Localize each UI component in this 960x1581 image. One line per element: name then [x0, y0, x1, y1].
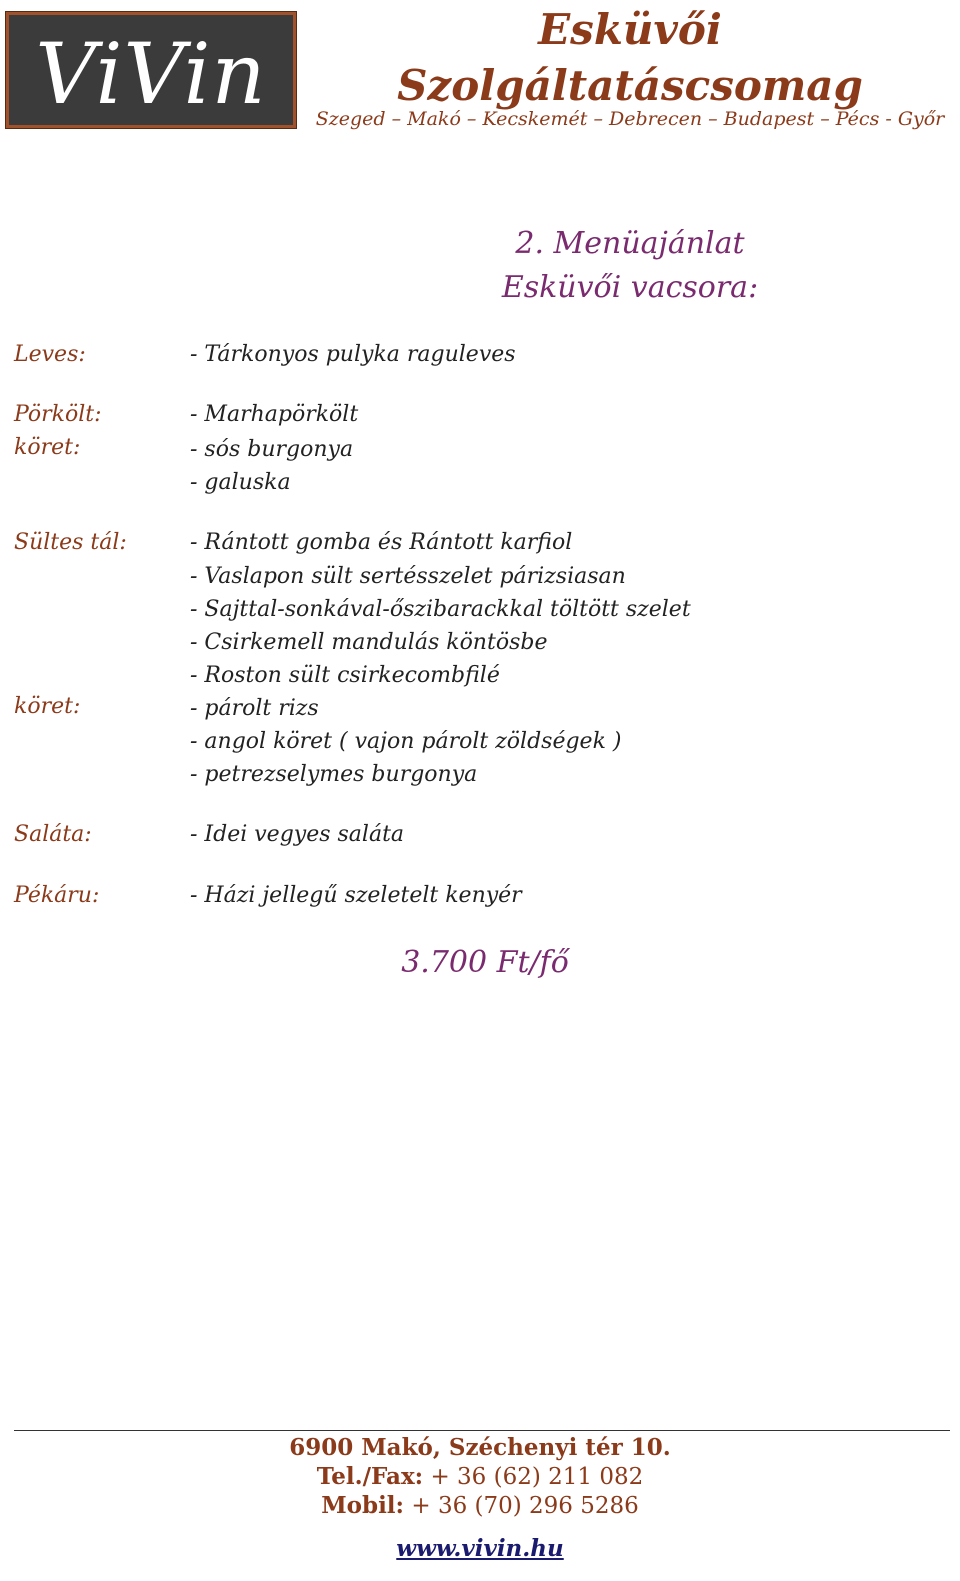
label-sultes-tal: Sültes tál:	[14, 530, 127, 555]
logo-text: ViVin	[35, 25, 267, 123]
menu-item: - Idei vegyes saláta	[190, 822, 405, 847]
menu-heading-line-2: Esküvői vacsora:	[501, 270, 759, 305]
cities-line: Szeged – Makó – Kecskemét – Debrecen – Budapest – Pécs - Győr	[315, 108, 945, 130]
menu-item: - Roston sült csirkecombfilé	[190, 663, 500, 688]
menu-item: - Tárkonyos pulyka raguleves	[190, 342, 516, 367]
footer-website	[0, 1535, 960, 1562]
title-line-1: Esküvői	[538, 5, 722, 54]
menu-item: - Rántott gomba és Rántott karfiol	[190, 530, 573, 555]
title-line-2: Szolgáltatáscsomag	[397, 61, 863, 110]
menu-item: - sós burgonya	[190, 437, 354, 462]
menu-item: - Vaslapon sült sertésszelet párizsiasan	[190, 564, 626, 589]
mobile-label: Mobil:	[321, 1492, 405, 1519]
footer-tel	[0, 1463, 960, 1490]
label-pekaru: Pékáru:	[14, 883, 100, 908]
tel-value: + 36 (62) 211 082	[423, 1464, 644, 1490]
menu-item: - párolt rizs	[190, 696, 319, 721]
website-link[interactable]: www.vivin.hu	[396, 1535, 564, 1562]
label-koret-1: köret:	[14, 435, 81, 460]
menu-item: - angol köret ( vajon párolt zöldségek )	[190, 729, 622, 754]
menu-item: - Csirkemell mandulás köntösbe	[190, 630, 548, 655]
menu-item: - Sajttal-sonkával-őszibarackkal töltött szelet	[190, 597, 691, 622]
menu-item: - galuska	[190, 470, 291, 495]
menu-item: - Marhapörkölt	[190, 402, 359, 427]
page-title	[300, 2, 960, 114]
footer-address	[0, 1434, 960, 1461]
price: 3.700 Ft/fő	[401, 945, 569, 980]
vivin-logo	[6, 12, 296, 128]
mobile-value: + 36 (70) 296 5286	[404, 1493, 639, 1519]
menu-heading-line-1: 2. Menüajánlat	[515, 226, 745, 261]
label-leves: Leves:	[14, 342, 86, 367]
label-porkolt: Pörkölt:	[14, 402, 102, 427]
menu-item: - petrezselymes burgonya	[190, 762, 478, 787]
tel-label: Tel./Fax:	[316, 1463, 424, 1490]
label-koret-2: köret:	[14, 694, 81, 719]
menu-heading	[300, 222, 960, 310]
footer-divider	[14, 1430, 950, 1431]
label-salata: Saláta:	[14, 822, 92, 847]
address-text: 6900 Makó, Széchenyi tér 10.	[289, 1434, 671, 1461]
footer-mobile	[0, 1492, 960, 1519]
menu-item: - Házi jellegű szeletelt kenyér	[190, 883, 522, 908]
